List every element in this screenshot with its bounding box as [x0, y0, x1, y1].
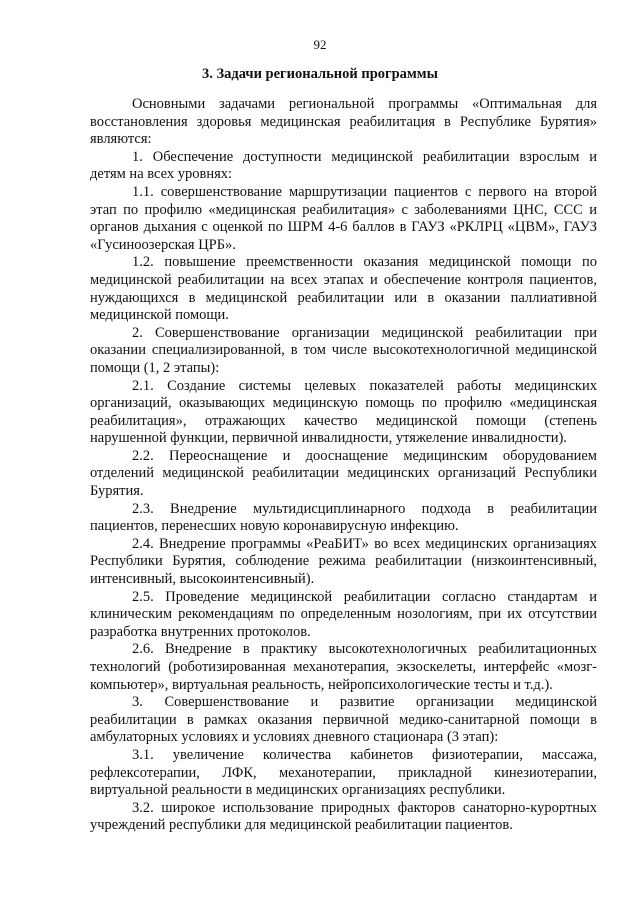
- paragraph-item-3-1: 3.1. увеличение количества кабинетов физиотерапии, массажа, рефлексотерапии, ЛФК, механотерапии, прикладной кинезиотерапии, виртуальной реальности в медицинских организациях республики.: [90, 746, 597, 799]
- body-text: [90, 96, 597, 835]
- paragraph-item-2-5: 2.5. Проведение медицинской реабилитации согласно стандартам и клиническим рекомендациям по определенным нозологиям, при их отсутствии разработка внутренних протоколов.: [90, 588, 597, 640]
- paragraph-item-2: 2. Совершенствование организации медицинской реабилитации при оказании специализированной, в том числе высокотехнологичной медицинской помощи (1, 2 этапы):: [90, 324, 597, 376]
- paragraph-item-2-3: 2.3. Внедрение мультидисциплинарного подхода в реабилитации пациентов, перенесших новую коронавирусную инфекцию.: [90, 500, 597, 535]
- section-heading: 3. Задачи региональной программы: [201, 66, 438, 82]
- paragraph-item-2-1: 2.1. Создание системы целевых показателей работы медицинских организаций, оказывающих медицинскую помощь по профилю «медицинская реабилитация», отражающих качество медицинской помощи (степень нарушенной функции, первичной инвалидности, утяжеление инвалидности).: [90, 377, 597, 447]
- paragraph-item-1-1: 1.1. совершенствование маршрутизации пациентов с первого на второй этап по профилю «медицинская реабилитация» с заболеваниями ЦНС, ССС и органов дыхания с оценкой по ШРМ 4-6 баллов в ГАУЗ «РКЛРЦ «ЦВМ», ГАУЗ «Гусиноозерская ЦРБ».: [90, 183, 597, 253]
- paragraph-item-1-2: 1.2. повышение преемственности оказания медицинской помощи по медицинской реабилитации на всех этапах и обеспечение контроля пациентов, нуждающихся в медицинской реабилитации или в оказании паллиативной медицинской помощи.: [90, 254, 597, 324]
- paragraph-item-3: 3. Совершенствование и развитие организации медицинской реабилитации в рамках оказания первичной медико-санитарной помощи в амбулаторных условиях и условиях дневного стационара (3 этап):: [90, 694, 597, 746]
- paragraph-item-1: 1. Обеспечение доступности медицинской реабилитации взрослым и детям на всех уровнях:: [90, 148, 597, 183]
- paragraph-item-2-4: 2.4. Внедрение программы «РеаБИТ» во всех медицинских организациях Республики Бурятия, соблюдение режима реабилитации (низкоинтенсивный, интенсивный, высокоинтенсивный).: [90, 535, 597, 588]
- paragraph-item-2-2: 2.2. Переоснащение и дооснащение медицинским оборудованием отделений медицинской реабилитации медицинских организаций Республики Бурятия.: [90, 447, 597, 500]
- page-number: 92: [313, 37, 327, 52]
- paragraph-intro: Основными задачами региональной программы «Оптимальная для восстановления здоровья медицинская реабилитация в Республике Бурятия» являются:: [90, 96, 597, 148]
- paragraph-item-2-6: 2.6. Внедрение в практику высокотехнологичных реабилитационных технологий (роботизированная механотерапия, экзоскелеты, интерфейс «мозг-компьютер», виртуальная реальность, нейропсихологические тесты и т.д.).: [90, 641, 597, 693]
- paragraph-item-3-2: 3.2. широкое использование природных факторов санаторно-курортных учреждений республики для медицинской реабилитации пациентов.: [90, 799, 597, 834]
